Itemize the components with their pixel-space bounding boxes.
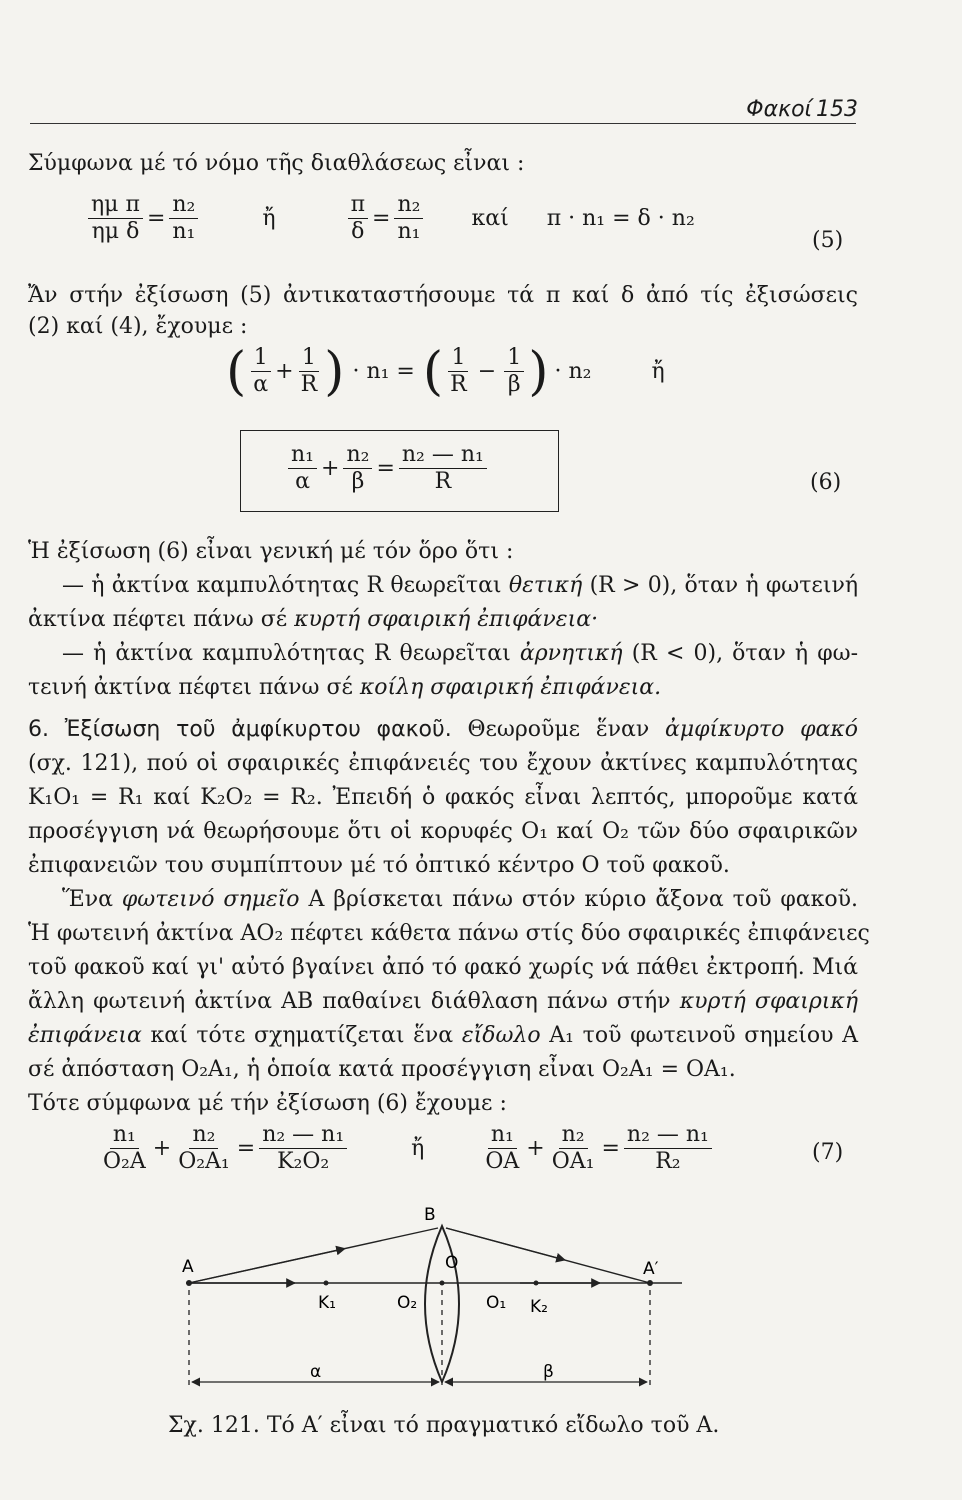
line-14: ἄλλη φωτεινή ἀκτίνα AB παθαίνει διάθλαση πάνω στήν κυρτή σφαιρική — [28, 989, 858, 1014]
label-K1: K₁ — [318, 1293, 336, 1313]
point-O — [440, 1281, 445, 1286]
line-negative: — ἡ ἀκτίνα καμπυλότητας R θεωρεῖται ἀρνητική (R < 0), ὅταν ἡ φω- — [62, 641, 858, 666]
line-12: Ἡ φωτεινή ἀκτίνα AO₂ πέφτει κάθετα πάνω στίς δύο σφαιρικές ἐπιφάνειες — [28, 921, 870, 946]
label-O: O — [445, 1253, 459, 1273]
frac-n-ratio-2: $\frac{\text{n₂}}{\text{n₁}}$ — [394, 192, 423, 245]
line-general: Ἡ ἐξίσωση (6) εἶναι γενική μέ τόν ὅρο ὅτι : — [28, 539, 514, 564]
intro-line: Σύμφωνα μέ τό νόμο τῆς διαθλάσεως εἶναι : — [28, 151, 525, 176]
line-concave: τεινή ἀκτίνα πέφτει πάνω σέ κοίλη σφαιρική ἐπιφάνεια. — [28, 675, 662, 700]
label-A: A — [182, 1257, 194, 1277]
para-substitute-line2: (2) καί (4), ἔχουμε : — [28, 314, 248, 339]
line-10: ἐπιφανειῶν του συμπίπτουν μέ τό ὀπτικό κέντρο O τοῦ φακοῦ. — [28, 853, 730, 878]
figure-caption: Σχ. 121. Τό A′ εἶναι τό πραγματικό εἴδωλο τοῦ A. — [168, 1413, 720, 1438]
line-convex: ἀκτίνα πέφτει πάνω σέ κυρτή σφαιρική ἐπιφάνεια· — [28, 607, 599, 632]
frac-n-ratio: $\frac{\text{n₂}}{\text{n₁}}$ — [169, 192, 198, 245]
line-17: Τότε σύμφωνα μέ τήν ἐξίσωση (6) ἔχουμε : — [28, 1091, 507, 1116]
eq7-number: (7) — [812, 1140, 844, 1165]
para-substitute-line1: Ἄν στήν ἐξίσωση (5) ἀντικαταστήσουμε τά π καί δ ἀπό τίς ἐξισώσεις — [28, 283, 858, 308]
label-beta: β — [543, 1362, 554, 1382]
equation-substituted: ( $\frac{1}{\alpha}$ + $\frac{1}{R}$ ) · n₁ = ( $\frac{1}{R}$ − $\frac{1}{\beta}$ ) · n₂ ἤ — [226, 341, 665, 402]
ray-refracted-arrow — [446, 1228, 565, 1260]
running-head: Φακοί — [746, 97, 812, 122]
line-8: K₁O₁ = R₁ καί K₂O₂ = R₂. Ἐπειδή ὁ φακός εἶναι λεπτός, μποροῦμε κατά — [28, 785, 858, 810]
frac-angle-ratio: $\frac{\pi}{\delta}$ — [348, 192, 368, 245]
eq5-number: (5) — [812, 228, 844, 253]
label-O2: O₂ — [397, 1293, 418, 1313]
equation-5: $\frac{\text{ημ π}}{\text{ημ δ}}$ = $\frac{\text{n₂}}{\text{n₁}}$ ἤ $\frac{\pi}{\delta}$ = $\frac{\text{n₂}}{\text{n₁}}$ καί π · n₁ = δ · n₂ — [84, 192, 695, 245]
line-9: προσέγγιση νά θεωρήσουμε ὅτι οἱ κορυφές O₁ καί O₂ τῶν δύο σφαιρικῶν — [28, 819, 858, 844]
label-B: B — [424, 1205, 436, 1225]
point-A-prime — [647, 1280, 653, 1286]
line-13: τοῦ φακοῦ καί γι' αὐτό βγαίνει ἀπό τό φακό χωρίς νά πάθει ἐκτροπή. Μιά — [28, 955, 858, 980]
line-15: ἐπιφάνεια καί τότε σχηματίζεται ἕνα εἴδωλο A₁ τοῦ φωτεινοῦ σημείου A — [28, 1023, 858, 1048]
line-positive: — ἡ ἀκτίνα καμπυλότητας R θεωρεῖται θετική (R > 0), ὅταν ἡ φωτεινή — [62, 573, 858, 598]
eq6-number: (6) — [810, 470, 842, 495]
page-number: 153 — [816, 97, 858, 122]
point-K2 — [534, 1281, 539, 1286]
frac-sin-ratio: $\frac{\text{ημ π}}{\text{ημ δ}}$ — [88, 192, 143, 245]
section-heading-line: 6. Ἐξίσωση τοῦ ἀμφίκυρτου φακοῦ. Θεωροῦμε ἕναν ἀμφίκυρτο φακό — [28, 717, 858, 742]
figure-121 — [0, 1190, 962, 1410]
equation-7: $\frac{\text{n₁}}{\text{O₂A}}$ + $\frac{\text{n₂}}{\text{O₂A₁}}$ = $\frac{\text{n₂ — n₁}}{\text{K₂O₂}}$ ἤ $\frac{\text{n₁}}{OA}$ + $\frac{\text{n₂}}{\text{OA₁}}$ = $\frac{\text{n₂ — n₁}}{\text{R₂}}$ — [96, 1122, 716, 1175]
equation-6: $\frac{\text{n₁}}{\alpha}$ + $\frac{\text{n₂}}{\beta}$ = $\frac{\text{n₂ — n₁}}{R}$ — [284, 442, 491, 495]
point-A — [186, 1280, 192, 1286]
label-O1: O₁ — [486, 1293, 507, 1313]
point-K1 — [324, 1281, 329, 1286]
label-A-prime: A′ — [643, 1259, 659, 1279]
line-16: σέ ἀπόσταση O₂A₁, ἡ ὁποία κατά προσέγγιση εἶναι O₂A₁ = OA₁. — [28, 1057, 736, 1082]
line-7: (σχ. 121), πού οἱ σφαιρικές ἐπιφάνειές του ἔχουν ἀκτίνες καμπυλότητας — [28, 751, 858, 776]
header-rule — [30, 123, 856, 124]
label-K2: K₂ — [530, 1297, 548, 1317]
section-heading: 6. Ἐξίσωση τοῦ ἀμφίκυρτου φακοῦ. — [28, 717, 452, 742]
label-alpha: α — [310, 1362, 322, 1382]
line-11: Ἕνα φωτεινό σημεῖο A βρίσκεται πάνω στόν κύριο ἄξονα τοῦ φακοῦ. — [62, 887, 858, 912]
ray-AB-arrow — [189, 1249, 345, 1283]
